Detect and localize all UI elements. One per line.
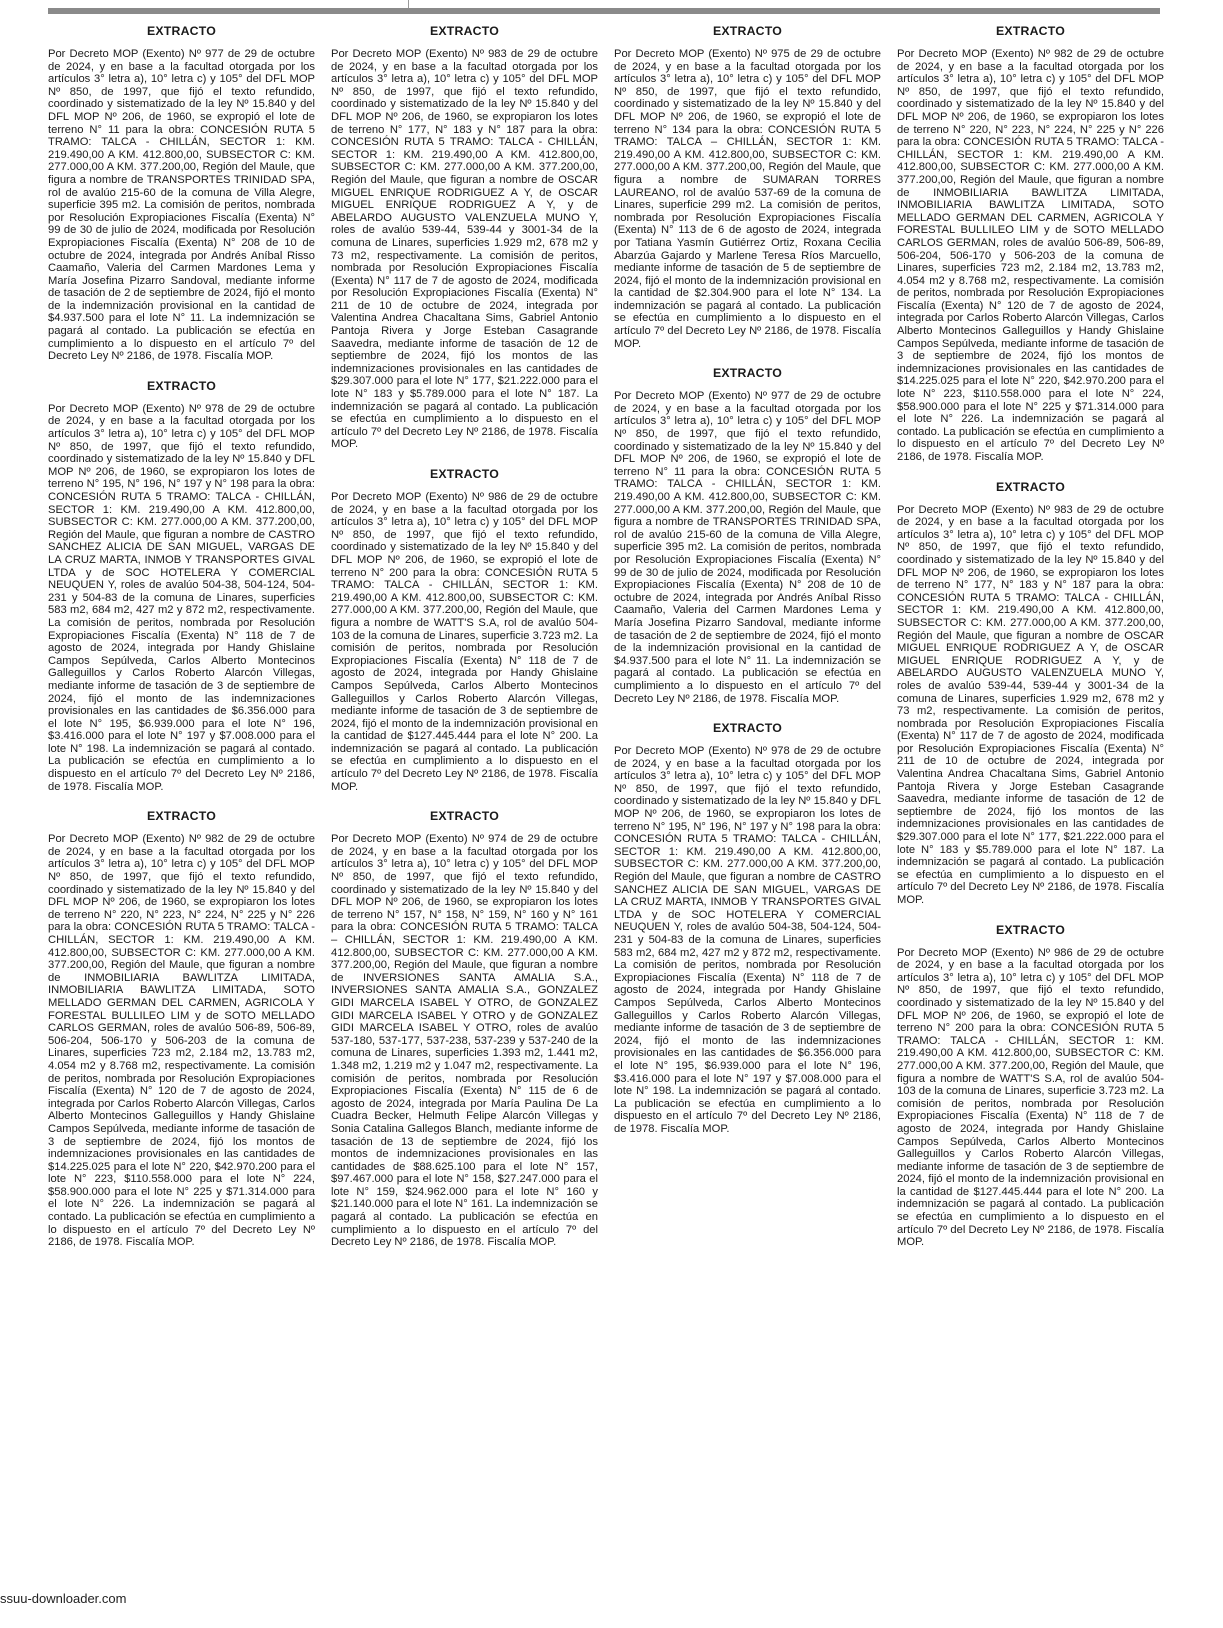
extract-title: EXTRACTO bbox=[146, 24, 216, 38]
column-1 bbox=[48, 24, 315, 1584]
top-rule bbox=[48, 8, 1160, 14]
extract-title: EXTRACTO bbox=[712, 366, 782, 381]
extract-notice bbox=[897, 24, 1164, 464]
extract-title: EXTRACTO bbox=[146, 809, 216, 824]
extract-body: Por Decreto MOP (Exento) Nº 982 de 29 de octubre de 2024, y en base a la facultad otorgada por los artículos 3° letra a), 10° letra c) y 105° del DFL MOP Nº 850, de 1997, que fijó el texto refundido, coordinado y sistematizado de la ley Nº 15.840 y del DFL MOP Nº 206, de 1960, se expropiaron los lotes de terreno N° 220, N° 223, N° 224, N° 225 y N° 226 para la obra: CONCESIÓN RUTA 5 TRAMO: TALCA - CHILLÁN, SECTOR 1: KM. 219.490,00 A KM. 412.800,00, SUBSECTOR C: KM. 277.000,00 A KM. 377.200,00, Región del Maule, que figuran a nombre de INMOBILIARIA BAWLITZA LIMITADA, INMOBILIARIA BAWLITZA LIMITADA, SOTO MELLADO GERMAN DEL CARMEN, AGRICOLA Y FORESTAL BULLILEO LIM y de SOTO MELLADO CARLOS GERMAN, roles de avalúo 506-89, 506-89, 506-204, 506-170 y 506-203 de la comuna de Linares, superficies 723 m2, 2.184 m2, 13.783 m2, 4.054 m2 y 8.768 m2, respectivamente. La comisión de peritos, nombrada por Resolución Expropiaciones Fiscalía (Exenta) N° 120 de 7 de agosto de 2024, integrada por Carlos Roberto Alarcón Villegas, Carlos Alberto Montecinos Galleguillos y Handy Ghislaine Campos Sepúlveda, mediante informe de tasación de 3 de septiembre de 2024, fijó los montos de indemnizaciones provisionales en las cantidades de $14.225.025 para el lote N° 220, $42.970.200 para el lote N° 223, $110.558.000 para el lote N° 224, $58.900.000 para el lote N° 225 y $71.314.000 para el lote N° 226. La indemnización se pagará al contado. La publicación se efectúa en cumplimiento a lo dispuesto en el artículo 7º del Decreto Ley Nº 2186, de 1978. Fiscalía MOP. bbox=[48, 833, 315, 1249]
extract-title: EXTRACTO bbox=[712, 24, 782, 38]
extract-body: Por Decreto MOP (Exento) Nº 986 de 29 de octubre de 2024, y en base a la facultad otorgada por los artículos 3° letra a), 10° letra c) y 105° del DFL MOP Nº 850, de 1997, que fijó el texto refundido, coordinado y sistematizado de la ley Nº 15.840 y del DFL MOP Nº 206, de 1960, se expropió el lote de terreno N° 200 para la obra: CONCESIÓN RUTA 5 TRAMO: TALCA - CHILLÁN, SECTOR 1: KM. 219.490,00 A KM. 412.800,00, SUBSECTOR C: KM. 277.000,00 A KM. 377.200,00, Región del Maule, que figura a nombre de WATT'S S.A, rol de avalúo 504-103 de la comuna de Linares, superficie 3.723 m2. La comisión de peritos, nombrada por Resolución Expropiaciones Fiscalía (Exenta) N° 118 de 7 de agosto de 2024, integrada por Handy Ghislaine Campos Sepúlveda, Carlos Alberto Montecinos Galleguillos y Carlos Roberto Alarcón Villegas, mediante informe de tasación de 3 de septiembre de 2024, fijó el monto de la indemnización provisional en la cantidad de $127.445.444 para el lote N° 200. La indemnización se pagará al contado. La publicación se efectúa en cumplimiento a lo dispuesto en el artículo 7º del Decreto Ley Nº 2186, de 1978. Fiscalía MOP. bbox=[331, 491, 598, 793]
extract-notice bbox=[897, 923, 1164, 1249]
extract-body: Por Decreto MOP (Exento) Nº 982 de 29 de octubre de 2024, y en base a la facultad otorgada por los artículos 3° letra a), 10° letra c) y 105° del DFL MOP Nº 850, de 1997, que fijó el texto refundido, coordinado y sistematizado de la ley Nº 15.840 y del DFL MOP Nº 206, de 1960, se expropiaron los lotes de terreno N° 220, N° 223, N° 224, N° 225 y N° 226 para la obra: CONCESIÓN RUTA 5 TRAMO: TALCA - CHILLÁN, SECTOR 1: KM. 219.490,00 A KM. 412.800,00, SUBSECTOR C: KM. 277.000,00 A KM. 377.200,00, Región del Maule, que figuran a nombre de INMOBILIARIA BAWLITZA LIMITADA, INMOBILIARIA BAWLITZA LIMITADA, SOTO MELLADO GERMAN DEL CARMEN, AGRICOLA Y FORESTAL BULLILEO LIM y de SOTO MELLADO CARLOS GERMAN, roles de avalúo 506-89, 506-89, 506-204, 506-170 y 506-203 de la comuna de Linares, superficies 723 m2, 2.184 m2, 13.783 m2, 4.054 m2 y 8.768 m2, respectivamente. La comisión de peritos, nombrada por Resolución Expropiaciones Fiscalía (Exenta) N° 120 de 7 de agosto de 2024, integrada por Carlos Roberto Alarcón Villegas, Carlos Alberto Montecinos Galleguillos y Handy Ghislaine Campos Sepúlveda, mediante informe de tasación de 3 de septiembre de 2024, fijó los montos de indemnizaciones provisionales en las cantidades de $14.225.025 para el lote N° 220, $42.970.200 para el lote N° 223, $110.558.000 para el lote N° 224, $58.900.000 para el lote N° 225 y $71.314.000 para el lote N° 226. La indemnización se pagará al contado. La publicación se efectúa en cumplimiento a lo dispuesto en el artículo 7º del Decreto Ley Nº 2186, de 1978. Fiscalía MOP. bbox=[897, 48, 1164, 463]
extract-body: Por Decreto MOP (Exento) Nº 977 de 29 de octubre de 2024, y en base a la facultad otorgada por los artículos 3° letra a), 10° letra c) y 105° del DFL MOP Nº 850, de 1997, que fijó el texto refundido, coordinado y sistematizado de la ley Nº 15.840 y del DFL MOP Nº 206, de 1960, se expropió el lote de terreno N° 11 para la obra: CONCESIÓN RUTA 5 TRAMO: TALCA - CHILLÁN, SECTOR 1: KM. 219.490,00 A KM. 412.800,00, SUBSECTOR C: KM. 277.000,00 A KM. 377.200,00, Región del Maule, que figura a nombre de TRANSPORTES TRINIDAD SPA, rol de avalúo 215-60 de la comuna de Villa Alegre, superficie 395 m2. La comisión de peritos, nombrada por Resolución Expropiaciones Fiscalía (Exenta) N° 99 de 30 de julio de 2024, modificada por Resolución Expropiaciones Fiscalía (Exenta) N° 208 de 10 de octubre de 2024, integrada por Andrés Aníbal Risso Caamaño, Valeria del Carmen Mardones Lema y María Josefina Pizarro Sandoval, mediante informe de tasación de 2 de septiembre de 2024, fijó el monto de la indemnización provisional en la cantidad de $4.937.500 para el lote N° 11. La indemnización se pagará al contado. La publicación se efectúa en cumplimiento a lo dispuesto en el artículo 7º del Decreto Ley Nº 2186, de 1978. Fiscalía MOP. bbox=[48, 48, 315, 363]
extract-title: EXTRACTO bbox=[429, 467, 499, 481]
extract-body: Por Decreto MOP (Exento) Nº 983 de 29 de octubre de 2024, y en base a la facultad otorgada por los artículos 3° letra a), 10° letra c) y 105° del DFL MOP Nº 850, de 1997, que fijó el texto refundido, coordinado y sistematizado de la ley Nº 15.840 y del DFL MOP Nº 206, de 1960, se expropiaron los lotes de terreno N° 177, N° 183 y N° 187 para la obra: CONCESIÓN RUTA 5 TRAMO: TALCA - CHILLÁN, SECTOR 1: KM. 219.490,00 A KM. 412.800,00, SUBSECTOR C: KM. 277.000,00 A KM. 377.200,00, Región del Maule, que figuran a nombre de OSCAR MIGUEL ENRIQUE RODRIGUEZ A Y, de OSCAR MIGUEL ENRIQUE RODRIGUEZ A Y, y de ABELARDO AUGUSTO VALENZUELA MUNO Y, roles de avalúo 539-44, 539-44 y 3001-34 de la comuna de Linares, superficies 1.929 m2, 678 m2 y 73 m2, respectivamente. La comisión de peritos, nombrada por Resolución Expropiaciones Fiscalía (Exenta) N° 117 de 7 de agosto de 2024, modificada por Resolución Expropiaciones Fiscalía (Exenta) N° 211 de 10 de octubre de 2024, integrada por Valentina Andrea Chacaltana Sims, Gabriel Antonio Pantoja Rivera y Jorge Esteban Casagrande Saavedra, mediante informe de tasación de 12 de septiembre de 2024, fijó los montos de las indemnizaciones provisionales en las cantidades de $29.307.000 para el lote N° 177, $21.222.000 para el lote N° 183 y $5.789.000 para el lote N° 187. La indemnización se pagará al contado. La publicación se efectúa en cumplimiento a lo dispuesto en el artículo 7º del Decreto Ley Nº 2186, de 1978. Fiscalía MOP. bbox=[331, 48, 598, 451]
newspaper-page bbox=[48, 24, 1164, 1584]
extract-title: EXTRACTO bbox=[995, 922, 1065, 937]
extract-body: Por Decreto MOP (Exento) Nº 974 de 29 de octubre de 2024, y en base a la facultad otorgada por los artículos 3° letra a), 10° letra c) y 105° del DFL MOP Nº 850, de 1997, que fijó el texto refundido, coordinado y sistematizado de la ley Nº 15.840 y del DFL MOP Nº 206, de 1960, se expropiaron los lotes de terreno N° 157, N° 158, N° 159, N° 160 y N° 161 para la obra: CONCESIÓN RUTA 5 TRAMO: TALCA – CHILLÁN, SECTOR 1: KM. 219.490,00 A KM. 412.800,00, SUBSECTOR C: KM. 277.000,00 A KM. 377.200,00, Región del Maule, que figuran a nombre de INVERSIONES SANTA AMALIA S.A., INVERSIONES SANTA AMALIA S.A., GONZALEZ GIDI MARCELA ISABEL Y OTRO, de GONZALEZ GIDI MARCELA ISABEL Y OTRO y de GONZALEZ GIDI MARCELA ISABEL Y OTRO, roles de avalúo 537-180, 537-177, 537-238, 537-239 y 537-240 de la comuna de Linares, superficies 1.393 m2, 1.441 m2, 1.348 m2, 1.219 m2 y 1.047 m2, respectivamente. La comisión de peritos, nombrada por Resolución Expropiaciones Fiscalía (Exenta) N° 115 de 6 de agosto de 2024, integrada por María Paulina De La Cuadra Becker, Helmuth Felipe Alarcón Villegas y Sonia Catalina Gallegos Blanch, mediante informe de tasación de 13 de septiembre de 2024, fijó los montos de indemnizaciones provisionales en las cantidades de $88.625.100 para el lote N° 157, $97.467.000 para el lote N° 158, $27.247.000 para el lote N° 159, $24.962.000 para el lote N° 160 y $21.140.000 para el lote N° 161. La indemnización se pagará al contado. La publicación se efectúa en cumplimiento a lo dispuesto en el artículo 7º del Decreto Ley Nº 2186, de 1978. Fiscalía MOP. bbox=[331, 833, 598, 1249]
extract-title: EXTRACTO bbox=[429, 809, 499, 824]
extract-notice bbox=[331, 809, 598, 1249]
extract-body: Por Decreto MOP (Exento) Nº 983 de 29 de octubre de 2024, y en base a la facultad otorgada por los artículos 3° letra a), 10° letra c) y 105° del DFL MOP Nº 850, de 1997, que fijó el texto refundido, coordinado y sistematizado de la ley Nº 15.840 y del DFL MOP Nº 206, de 1960, se expropiaron los lotes de terreno N° 177, N° 183 y N° 187 para la obra: CONCESIÓN RUTA 5 TRAMO: TALCA - CHILLÁN, SECTOR 1: KM. 219.490,00 A KM. 412.800,00, SUBSECTOR C: KM. 277.000,00 A KM. 377.200,00, Región del Maule, que figuran a nombre de OSCAR MIGUEL ENRIQUE RODRIGUEZ A Y, de OSCAR MIGUEL ENRIQUE RODRIGUEZ A Y, y de ABELARDO AUGUSTO VALENZUELA MUNO Y, roles de avalúo 539-44, 539-44 y 3001-34 de la comuna de Linares, superficies 1.929 m2, 678 m2 y 73 m2, respectivamente. La comisión de peritos, nombrada por Resolución Expropiaciones Fiscalía (Exenta) N° 117 de 7 de agosto de 2024, modificada por Resolución Expropiaciones Fiscalía (Exenta) N° 211 de 10 de octubre de 2024, integrada por Valentina Andrea Chacaltana Sims, Gabriel Antonio Pantoja Rivera y Jorge Esteban Casagrande Saavedra, mediante informe de tasación de 12 de septiembre de 2024, fijó los montos de las indemnizaciones provisionales en las cantidades de $29.307.000 para el lote N° 177, $21.222.000 para el lote N° 183 y $5.789.000 para el lote N° 187. La indemnización se pagará al contado. La publicación se efectúa en cumplimiento a lo dispuesto en el artículo 7º del Decreto Ley Nº 2186, de 1978. Fiscalía MOP. bbox=[897, 503, 1164, 906]
extract-notice bbox=[331, 467, 598, 793]
extract-title: EXTRACTO bbox=[146, 378, 216, 393]
extract-title: EXTRACTO bbox=[995, 479, 1065, 494]
extract-notice bbox=[614, 366, 881, 705]
extract-notice bbox=[897, 480, 1164, 907]
extract-body: Por Decreto MOP (Exento) Nº 978 de 29 de octubre de 2024, y en base a la facultad otorgada por los artículos 3° letra a), 10° letra c) y 105° del DFL MOP Nº 850, de 1997, que fijó el texto refundido, coordinado y sistematizado de la ley Nº 15.840 y DFL MOP Nº 206, de 1960, se expropiaron los lotes de terreno N° 195, N° 196, N° 197 y N° 198 para la obra: CONCESIÓN RUTA 5 TRAMO: TALCA - CHILLÁN, SECTOR 1: KM. 219.490,00 A KM. 412.800,00, SUBSECTOR C: KM. 277.000,00 A KM. 377.200,00, Región del Maule, que figuran a nombre de CASTRO SANCHEZ ALICIA DE SAN MIGUEL, VARGAS DE LA CRUZ MARTA, INMOB Y TRANSPORTES GIVAL LTDA y de SOC HOTELERA Y COMERCIAL NEUQUEN Y, roles de avalúo 504-38, 504-124, 504-231 y 504-83 de la comuna de Linares, superficies 583 m2, 684 m2, 427 m2 y 872 m2, respectivamente. La comisión de peritos, nombrada por Resolución Expropiaciones Fiscalía (Exenta) N° 118 de 7 de agosto de 2024, integrada por Handy Ghislaine Campos Sepúlveda, Carlos Alberto Montecinos Galleguillos y Carlos Roberto Alarcón Villegas, mediante informe de tasación de 3 de septiembre de 2024, fijó el monto de las indemnizaciones provisionales en las cantidades de $6.356.000 para el lote N° 195, $6.939.000 para el lote N° 196, $3.416.000 para el lote N° 197 y $7.008.000 para el lote N° 198. La indemnización se pagará al contado. La publicación se efectúa en cumplimiento a lo dispuesto en el artículo 7º del Decreto Ley Nº 2186, de 1978. Fiscalía MOP. bbox=[614, 745, 881, 1135]
extract-notice bbox=[614, 24, 881, 350]
column-2 bbox=[331, 24, 598, 1584]
extract-body: Por Decreto MOP (Exento) Nº 978 de 29 de octubre de 2024, y en base a la facultad otorgada por los artículos 3° letra a), 10° letra c) y 105° del DFL MOP Nº 850, de 1997, que fijó el texto refundido, coordinado y sistematizado de la ley Nº 15.840 y DFL MOP Nº 206, de 1960, se expropiaron los lotes de terreno N° 195, N° 196, N° 197 y N° 198 para la obra: CONCESIÓN RUTA 5 TRAMO: TALCA - CHILLÁN, SECTOR 1: KM. 219.490,00 A KM. 412.800,00, SUBSECTOR C: KM. 277.000,00 A KM. 377.200,00, Región del Maule, que figuran a nombre de CASTRO SANCHEZ ALICIA DE SAN MIGUEL, VARGAS DE LA CRUZ MARTA, INMOB Y TRANSPORTES GIVAL LTDA y de SOC HOTELERA Y COMERCIAL NEUQUEN Y, roles de avalúo 504-38, 504-124, 504-231 y 504-83 de la comuna de Linares, superficies 583 m2, 684 m2, 427 m2 y 872 m2, respectivamente. La comisión de peritos, nombrada por Resolución Expropiaciones Fiscalía (Exenta) N° 118 de 7 de agosto de 2024, integrada por Handy Ghislaine Campos Sepúlveda, Carlos Alberto Montecinos Galleguillos y Carlos Roberto Alarcón Villegas, mediante informe de tasación de 3 de septiembre de 2024, fijó el monto de las indemnizaciones provisionales en las cantidades de $6.356.000 para el lote N° 195, $6.939.000 para el lote N° 196, $3.416.000 para el lote N° 197 y $7.008.000 para el lote N° 198. La indemnización se pagará al contado. La publicación se efectúa en cumplimiento a lo dispuesto en el artículo 7º del Decreto Ley Nº 2186, de 1978. Fiscalía MOP. bbox=[48, 402, 315, 793]
extract-notice bbox=[614, 721, 881, 1135]
extract-body: Por Decreto MOP (Exento) Nº 977 de 29 de octubre de 2024, y en base a la facultad otorgada por los artículos 3° letra a), 10° letra c) y 105° del DFL MOP Nº 850, de 1997, que fijó el texto refundido, coordinado y sistematizado de la ley Nº 15.840 y del DFL MOP Nº 206, de 1960, se expropió el lote de terreno N° 11 para la obra: CONCESIÓN RUTA 5 TRAMO: TALCA - CHILLÁN, SECTOR 1: KM. 219.490,00 A KM. 412.800,00, SUBSECTOR C: KM. 277.000,00 A KM. 377.200,00, Región del Maule, que figura a nombre de TRANSPORTES TRINIDAD SPA, rol de avalúo 215-60 de la comuna de Villa Alegre, superficie 395 m2. La comisión de peritos, nombrada por Resolución Expropiaciones Fiscalía (Exenta) N° 99 de 30 de julio de 2024, modificada por Resolución Expropiaciones Fiscalía (Exenta) N° 208 de 10 de octubre de 2024, integrada por Andrés Aníbal Risso Caamaño, Valeria del Carmen Mardones Lema y María Josefina Pizarro Sandoval, mediante informe de tasación de 2 de septiembre de 2024, fijó el monto de la indemnización provisional en la cantidad de $4.937.500 para el lote N° 11. La indemnización se pagará al contado. La publicación se efectúa en cumplimiento a lo dispuesto en el artículo 7º del Decreto Ley Nº 2186, de 1978. Fiscalía MOP. bbox=[614, 390, 881, 705]
extract-body: Por Decreto MOP (Exento) Nº 986 de 29 de octubre de 2024, y en base a la facultad otorgada por los artículos 3° letra a), 10° letra c) y 105° del DFL MOP Nº 850, de 1997, que fijó el texto refundido, coordinado y sistematizado de la ley Nº 15.840 y del DFL MOP Nº 206, de 1960, se expropió el lote de terreno N° 200 para la obra: CONCESIÓN RUTA 5 TRAMO: TALCA - CHILLÁN, SECTOR 1: KM. 219.490,00 A KM. 412.800,00, SUBSECTOR C: KM. 277.000,00 A KM. 377.200,00, Región del Maule, que figura a nombre de WATT'S S.A, rol de avalúo 504-103 de la comuna de Linares, superficie 3.723 m2. La comisión de peritos, nombrada por Resolución Expropiaciones Fiscalía (Exenta) N° 118 de 7 de agosto de 2024, integrada por Handy Ghislaine Campos Sepúlveda, Carlos Alberto Montecinos Galleguillos y Carlos Roberto Alarcón Villegas, mediante informe de tasación de 3 de septiembre de 2024, fijó el monto de la indemnización provisional en la cantidad de $127.445.444 para el lote N° 200. La indemnización se pagará al contado. La publicación se efectúa en cumplimiento a lo dispuesto en el artículo 7º del Decreto Ley Nº 2186, de 1978. Fiscalía MOP. bbox=[897, 946, 1164, 1249]
top-tick-mark bbox=[408, 0, 409, 8]
extract-notice bbox=[48, 24, 315, 363]
extract-title: EXTRACTO bbox=[712, 721, 782, 736]
extract-title: EXTRACTO bbox=[429, 24, 499, 38]
source-watermark: ssuu-downloader.com bbox=[0, 1591, 127, 1606]
extract-notice bbox=[48, 379, 315, 793]
column-4 bbox=[897, 24, 1164, 1584]
extract-notice bbox=[331, 24, 598, 451]
extract-notice bbox=[48, 809, 315, 1249]
column-3 bbox=[614, 24, 881, 1584]
extract-body: Por Decreto MOP (Exento) Nº 975 de 29 de octubre de 2024, y en base a la facultad otorgada por los artículos 3° letra a), 10° letra c) y 105° del DFL MOP Nº 850, de 1997, que fijó el texto refundido, coordinado y sistematizado de la ley Nº 15.840 y del DFL MOP Nº 206, de 1960, se expropió el lote de terreno N° 134 para la obra: CONCESIÓN RUTA 5 TRAMO: TALCA – CHILLÁN, SECTOR 1: KM. 219.490,00 A KM. 412.800,00, SUBSECTOR C: KM. 277.000,00 A KM. 377.200,00, Región del Maule, que figura a nombre de SUMARAN TORRES LAUREANO, rol de avalúo 537-69 de la comuna de Linares, superficie 299 m2. La comisión de peritos, nombrada por Resolución Expropiaciones Fiscalía (Exenta) N° 113 de 6 de agosto de 2024, integrada por Tatiana Yasmín Gutiérrez Ortiz, Roxana Cecilia Abarzúa Gajardo y Marlene Teresa Ríos Marcuello, mediante informe de tasación de 5 de septiembre de 2024, fijó el monto de la indemnización provisional en la cantidad de $2.304.900 para el lote N° 134. La indemnización se pagará al contado. La publicación se efectúa en cumplimiento a lo dispuesto en el artículo 7º del Decreto Ley Nº 2186, de 1978. Fiscalía MOP. bbox=[614, 48, 881, 350]
extract-title: EXTRACTO bbox=[995, 24, 1065, 38]
